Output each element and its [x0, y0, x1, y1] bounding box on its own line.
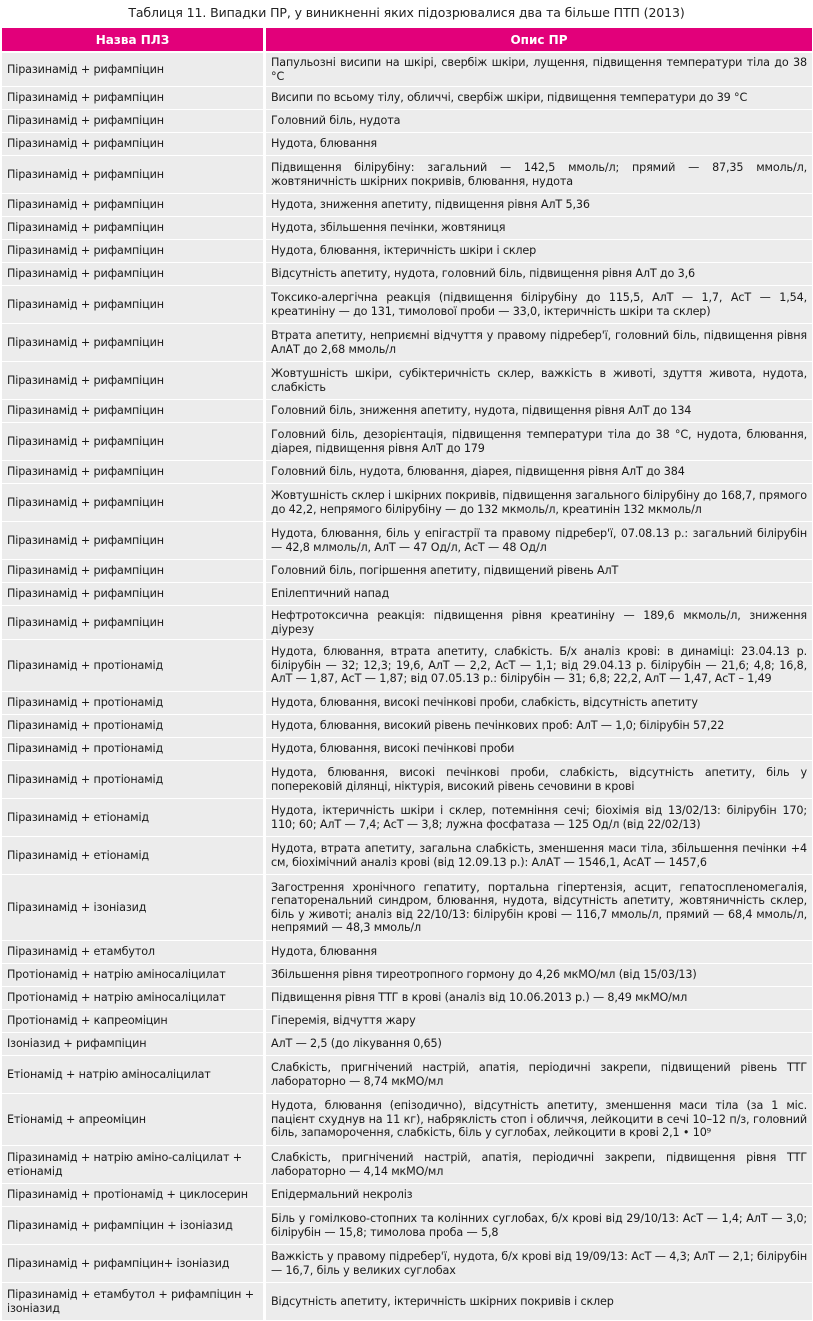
reaction-description-cell: Головний біль, нудота: [266, 110, 812, 133]
table-row: [2, 606, 812, 640]
reaction-description-cell: Нудота, блювання, біль у епігастрії та правому підребер'ї, 07.08.13 р.: загальний білірубін — 42,8 млмоль/л, АлТ — 47 Од/л, АсТ — 48 Од/л: [266, 522, 812, 560]
reaction-description-cell: Папульозні висипи на шкірі, свербіж шкіри, лущення, підвищення температури тіла до 38 °С: [266, 53, 812, 87]
reaction-description-cell: Нудота, блювання, високі печінкові проби: [266, 738, 812, 761]
drug-combination-cell: Протіонамід + натрію аміносаліцилат: [2, 987, 266, 1010]
table-row: [2, 964, 812, 987]
drug-combination-cell: Ізоніазид + рифампіцин: [2, 1033, 266, 1056]
table-row: [2, 941, 812, 964]
table-row: [2, 715, 812, 738]
drug-combination-cell: Піразинамід + рифампіцин: [2, 87, 266, 110]
table-row: [2, 194, 812, 217]
table-row: [2, 133, 812, 156]
table-row: [2, 362, 812, 400]
reaction-description-cell: Збільшення рівня тиреотропного гормону до 4,26 мкМО/мл (від 15/03/13): [266, 964, 812, 987]
drug-combination-cell: Піразинамід + рифампіцин: [2, 286, 266, 324]
drug-combination-cell: Протіонамід + капреоміцин: [2, 1010, 266, 1033]
column-header-reaction-description: Опис ПР: [266, 28, 812, 53]
drug-combination-cell: Піразинамід + рифампіцин + ізоніазид: [2, 1207, 266, 1245]
drug-combination-cell: Піразинамід + натрію аміно-саліцилат + етіонамід: [2, 1146, 266, 1184]
reaction-description-cell: Нудота, блювання (епізодично), відсутність апетиту, зменшення маси тіла (за 1 міс. пацієнт схуднув на 11 кг), набряклість стоп і обличчя, лейкоцити в сечі 10–12 п/з, головний біль, запаморочення, слабкість, біль у суглобах, лейкоцити в крові 2,1 • 10⁹: [266, 1094, 812, 1146]
table-row: [2, 400, 812, 423]
table-row: [2, 263, 812, 286]
table-row: [2, 286, 812, 324]
table-row: [2, 738, 812, 761]
table-row: [2, 1033, 812, 1056]
reaction-description-cell: Головний біль, погіршення апетиту, підвищений рівень АлТ: [266, 560, 812, 583]
table-row: [2, 324, 812, 362]
table-row: [2, 217, 812, 240]
drug-combination-cell: Піразинамід + рифампіцин: [2, 110, 266, 133]
reaction-description-cell: Епілептичний напад: [266, 583, 812, 606]
drug-combination-cell: Піразинамід + рифампіцин: [2, 240, 266, 263]
drug-combination-cell: Піразинамід + рифампіцин: [2, 217, 266, 240]
drug-combination-cell: Піразинамід + рифампіцин: [2, 522, 266, 560]
drug-combination-cell: Протіонамід + натрію аміносаліцилат: [2, 964, 266, 987]
drug-combination-cell: Піразинамід + рифампіцин: [2, 560, 266, 583]
table-row: [2, 1056, 812, 1094]
reaction-description-cell: Нудота, зниження апетиту, підвищення рівня АлТ 5,36: [266, 194, 812, 217]
reaction-description-cell: Висипи по всьому тілу, обличчі, свербіж шкіри, підвищення температури до 39 °С: [266, 87, 812, 110]
drug-combination-cell: Піразинамід + рифампіцин: [2, 484, 266, 522]
drug-combination-cell: Піразинамід + ізоніазид: [2, 875, 266, 941]
table-row: [2, 461, 812, 484]
adverse-reactions-table: [2, 28, 812, 1321]
table-row: [2, 583, 812, 606]
drug-combination-cell: Етіонамід + апреоміцин: [2, 1094, 266, 1146]
reaction-description-cell: Нудота, блювання, високі печінкові проби, слабкість, відсутність апетиту: [266, 692, 812, 715]
reaction-description-cell: Нудота, блювання: [266, 941, 812, 964]
reaction-description-cell: Відсутність апетиту, нудота, головний біль, підвищення рівня АлТ до 3,6: [266, 263, 812, 286]
reaction-description-cell: Підвищення білірубіну: загальний — 142,5 ммоль/л; прямий — 87,35 ммоль/л, жовтяничність шкірних покривів, блювання, нудота: [266, 156, 812, 194]
reaction-description-cell: Жовтушність склер і шкірних покривів, підвищення загального білірубіну до 168,7, прямого до 42,2, непрямого білірубіну — до 132 мкмоль/л, креатинін 132 мкмоль/л: [266, 484, 812, 522]
reaction-description-cell: Загострення хронічного гепатиту, портальна гіпертензія, асцит, гепатоспленомегалія, гепаторенальний синдром, блювання, нудота, відсутність апетиту, жовтяничність склер, біль у животі; аналіз від 22/10/13: білірубін крові — 116,7 ммоль/л, прямий — 68,4 ммоль/л, непрямий — 48,3 ммоль/л: [266, 875, 812, 941]
reaction-description-cell: Нудота, блювання, високий рівень печінкових проб: АлТ — 1,0; білірубін 57,22: [266, 715, 812, 738]
column-header-drug-name: Назва ПЛЗ: [2, 28, 266, 53]
drug-combination-cell: Піразинамід + протіонамід: [2, 715, 266, 738]
table-row: [2, 156, 812, 194]
reaction-description-cell: Головний біль, нудота, блювання, діарея, підвищення рівня АлТ до 384: [266, 461, 812, 484]
table-row: [2, 1283, 812, 1321]
table-row: [2, 1245, 812, 1283]
drug-combination-cell: Піразинамід + рифампіцин: [2, 53, 266, 87]
drug-combination-cell: Піразинамід + рифампіцин: [2, 606, 266, 640]
reaction-description-cell: Слабкість, пригнічений настрій, апатія, періодичні закрепи, підвищений рівень ТТГ лабораторно — 8,74 мкМО/мл: [266, 1056, 812, 1094]
reaction-description-cell: Нудота, іктеричність шкіри і склер, потемніння сечі; біохімія від 13/02/13: білірубін 170; 110; 60; АлТ — 7,4; АсТ — 3,8; лужна фосфатаза — 125 Од/л (від 22/02/13): [266, 799, 812, 837]
table-row: [2, 240, 812, 263]
drug-combination-cell: Піразинамід + протіонамід + циклосерин: [2, 1184, 266, 1207]
reaction-description-cell: Нудота, блювання, іктеричність шкіри і склер: [266, 240, 812, 263]
reaction-description-cell: Нудота, збільшення печінки, жовтяниця: [266, 217, 812, 240]
drug-combination-cell: Піразинамід + рифампіцин: [2, 362, 266, 400]
reaction-description-cell: Біль у гомілково-стопних та колінних суглобах, б/х крові від 29/10/13: АсТ — 1,4; АлТ — 3,0; білірубін — 15,8; тимолова проба — 5,8: [266, 1207, 812, 1245]
drug-combination-cell: Піразинамід + рифампіцин: [2, 156, 266, 194]
reaction-description-cell: Відсутність апетиту, іктеричність шкірних покривів і склер: [266, 1283, 812, 1321]
drug-combination-cell: Піразинамід + рифампіцин: [2, 423, 266, 461]
table-row: [2, 1207, 812, 1245]
drug-combination-cell: Піразинамід + етамбутол + рифампіцин + ізоніазид: [2, 1283, 266, 1321]
table-row: [2, 799, 812, 837]
reaction-description-cell: Нудота, блювання: [266, 133, 812, 156]
reaction-description-cell: Епідермальний некроліз: [266, 1184, 812, 1207]
table-row: [2, 987, 812, 1010]
drug-combination-cell: Піразинамід + протіонамід: [2, 738, 266, 761]
drug-combination-cell: Піразинамід + рифампіцин+ ізоніазид: [2, 1245, 266, 1283]
table-row: [2, 423, 812, 461]
drug-combination-cell: Піразинамід + етамбутол: [2, 941, 266, 964]
table-row: [2, 837, 812, 875]
reaction-description-cell: Гіперемія, відчуття жару: [266, 1010, 812, 1033]
drug-combination-cell: Піразинамід + рифампіцин: [2, 324, 266, 362]
table-caption: Таблиця 11. Випадки ПР, у виникненні яких підозрювалися два та більше ПТП (2013): [128, 5, 685, 20]
reaction-description-cell: Нудота, блювання, втрата апетиту, слабкість. Б/х аналіз крові: в динаміці: 23.04.13 р. білірубін — 32; 12,3; 19,6, АлТ — 2,2, АсТ — 1,1; від 29.04.13 р. білірубін — 21,6; 4,8; 16,8, АлТ — 1,87, АсТ — 1,87; від 07.05.13 р.: білірубін — 31; 6,8; 22,2, АлТ — 1,47, АсТ – 1,49: [266, 640, 812, 692]
drug-combination-cell: Піразинамід + протіонамід: [2, 692, 266, 715]
reaction-description-cell: Нефтротоксична реакція: підвищення рівня креатиніну — 189,6 мкмоль/л, зниження діурезу: [266, 606, 812, 640]
table-row: [2, 640, 812, 692]
reaction-description-cell: Головний біль, дезорієнтація, підвищення температури тіла до 38 °С, нудота, блювання, діарея, підвищення рівня АлТ до 179: [266, 423, 812, 461]
drug-combination-cell: Піразинамід + протіонамід: [2, 640, 266, 692]
reaction-description-cell: Нудота, блювання, високі печінкові проби, слабкість, відсутність апетиту, біль у поперековій ділянці, ніктурія, високий рівень сечовини в крові: [266, 761, 812, 799]
reaction-description-cell: Важкість у правому підребер'ї, нудота, б/х крові від 19/09/13: АсТ — 4,3; АлТ — 2,1; білірубін — 16,7, біль у великих суглобах: [266, 1245, 812, 1283]
reaction-description-cell: АлТ — 2,5 (до лікування 0,65): [266, 1033, 812, 1056]
table-row: [2, 1010, 812, 1033]
drug-combination-cell: Піразинамід + рифампіцин: [2, 263, 266, 286]
table-row: [2, 692, 812, 715]
drug-combination-cell: Піразинамід + рифампіцин: [2, 194, 266, 217]
reaction-description-cell: Підвищення рівня ТТГ в крові (аналіз від 10.06.2013 р.) — 8,49 мкМО/мл: [266, 987, 812, 1010]
table-row: [2, 1146, 812, 1184]
table-row: [2, 87, 812, 110]
reaction-description-cell: Втрата апетиту, неприємні відчуття у правому підребер'ї, головний біль, підвищення рівня АлАТ до 2,68 ммоль/л: [266, 324, 812, 362]
table-row: [2, 110, 812, 133]
drug-combination-cell: Піразинамід + етіонамід: [2, 837, 266, 875]
drug-combination-cell: Піразинамід + етіонамід: [2, 799, 266, 837]
reaction-description-cell: Нудота, втрата апетиту, загальна слабкість, зменшення маси тіла, збільшення печінки +4 см, біохімічний аналіз крові (від 12.09.13 р.): АлАТ — 1546,1, АсАТ — 1457,6: [266, 837, 812, 875]
drug-combination-cell: Піразинамід + рифампіцин: [2, 133, 266, 156]
table-row: [2, 522, 812, 560]
table-row: [2, 875, 812, 941]
reaction-description-cell: Головний біль, зниження апетиту, нудота, підвищення рівня АлТ до 134: [266, 400, 812, 423]
table-row: [2, 1094, 812, 1146]
table-row: [2, 560, 812, 583]
reaction-description-cell: Слабкість, пригнічений настрій, апатія, періодичні закрепи, підвищення рівня ТТГ лабораторно — 4,14 мкМО/мл: [266, 1146, 812, 1184]
drug-combination-cell: Піразинамід + протіонамід: [2, 761, 266, 799]
table-row: [2, 761, 812, 799]
reaction-description-cell: Токсико-алергічна реакція (підвищення білірубіну до 115,5, АлТ — 1,7, АсТ — 1,54, креатиніну — до 131, тимолової проби — 33,0, іктеричність шкіри та склер): [266, 286, 812, 324]
drug-combination-cell: Піразинамід + рифампіцин: [2, 461, 266, 484]
table-header-row: [2, 28, 812, 53]
table-row: [2, 484, 812, 522]
drug-combination-cell: Піразинамід + рифампіцин: [2, 400, 266, 423]
table-row: [2, 53, 812, 87]
table-row: [2, 1184, 812, 1207]
drug-combination-cell: Етіонамід + натрію аміносаліцилат: [2, 1056, 266, 1094]
reaction-description-cell: Жовтушність шкіри, субіктеричність склер, важкість в животі, здуття живота, нудота, слабкість: [266, 362, 812, 400]
table-body: [2, 53, 812, 1321]
drug-combination-cell: Піразинамід + рифампіцин: [2, 583, 266, 606]
